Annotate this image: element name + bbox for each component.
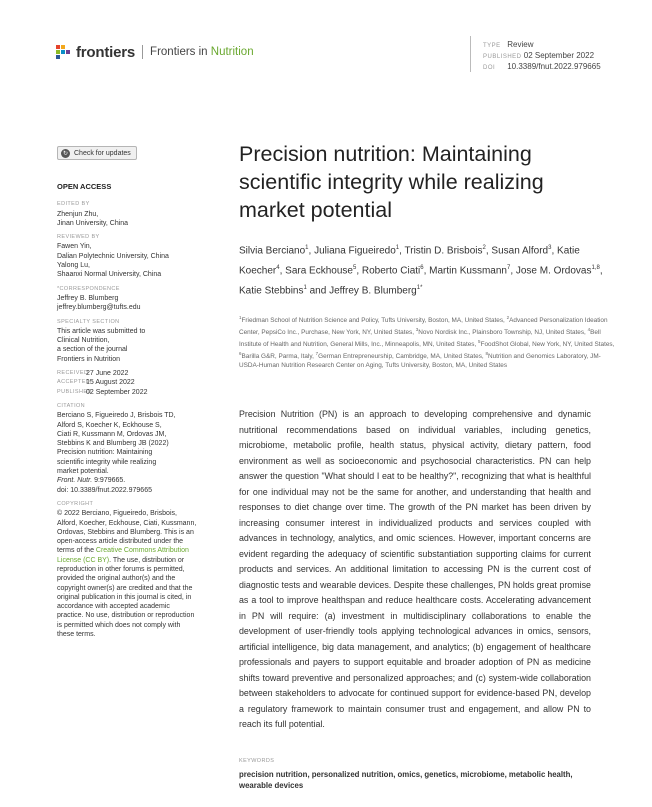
journal-accent: Nutrition [210, 46, 254, 58]
published-label: PUBLISHED [57, 388, 92, 395]
published-value: 02 September 2022 [523, 51, 595, 60]
reviewer-name: Fawen Yin, [57, 243, 92, 251]
citation-journal: Front. Nutr. [57, 477, 93, 485]
abstract-text: Precision Nutrition (PN) is an approach to developing comprehensive and dynamic nutritional recommendations based on individual variables, including genetics, microbiome, metabolic profile, health status, physical activity, dietary pattern, food environment as well as socioeconomic and psychosocial characteristics. PN can help answer the question "What should I eat to be healthy?", recognizing that what is healthful for one individual may not be the same for another, and understanding that health and responses to diet change over time. The growth of the PN market has been driven by increasing consumer interest in individualized products and services coupled with advances in technology, analytics, and omic sciences. However, important concerns are evident regarding the adequacy of scientific substantiation supporting claims for current products and services. An additional limitation to accessing PN is the current cost of diagnostic tests and wearable devices. Despite these challenges, PN holds great promise as a tool to improve healthspan and reduce healthcare costs. Accelerating advancement in PN will require: (a) investment in multidisciplinary collaborations to enable the development of user-friendly tools applying technological advances in omics, sensors, artificial intelligence, big data management, and analytics; (b) engagement of healthcare professionals and payers to support equitable and broader adoption of PN as medicine shifts toward preventive and personalized approaches; and (c) system-wide collaboration between stakeholders to advocate for continued support for evidence-based PN, develop a regulatory framework to maintain consumer trust and engagement, and allow PN to reach its full potential. [239, 409, 591, 729]
specialty-line: a section of the journal [57, 346, 128, 354]
correspondence-label: *CORRESPONDENCE [57, 285, 120, 292]
affiliation-text: German Entrepreneurship, Cambridge, MA, United States, [318, 352, 486, 360]
edited-by-label: EDITED BY [57, 201, 90, 208]
citation-line: Berciano S, Figueiredo J, Brisbois TD, [57, 412, 176, 420]
received-row [57, 369, 197, 378]
copyright-body [57, 509, 197, 639]
check-for-updates-button[interactable] [57, 146, 137, 160]
reviewed-by-section [57, 233, 197, 279]
author-name[interactable]: Silvia Berciano [239, 245, 306, 257]
author-affiliation-number: 4 [276, 264, 280, 271]
correspondence-section [57, 285, 197, 313]
author-affiliation-number: 5 [352, 264, 357, 271]
logo-square [56, 50, 60, 54]
accepted-label: ACCEPTED [57, 379, 91, 386]
citation-volume: 9:979665. [92, 477, 126, 485]
reviewed-by-label: REVIEWED BY [57, 234, 100, 241]
logo-square [61, 45, 65, 49]
type-label: TYPE [483, 43, 501, 49]
journal-name[interactable] [150, 46, 254, 58]
author-affiliation-number: 1 [395, 245, 400, 251]
journal-prefix: Frontiers in [150, 46, 211, 58]
published-label: PUBLISHED [483, 54, 522, 60]
license-link[interactable]: Creative Commons Attribution License (CC BY) [57, 547, 189, 564]
type-value: Review [507, 40, 534, 49]
refresh-icon: ↻ [62, 150, 69, 157]
open-access-label: OPEN ACCESS [57, 182, 112, 191]
edited-by-section [57, 200, 197, 228]
reviewer-affiliation: Dalian Polytechnic University, China [57, 252, 169, 260]
dates-section [57, 369, 197, 397]
author-affiliation-number: 1,8 [591, 264, 600, 271]
brand-name: frontiers [76, 43, 136, 61]
affiliation-number: 2 [506, 315, 510, 320]
accepted-row [57, 378, 197, 387]
affiliations [239, 314, 619, 370]
affiliation-text: Novo Nordisk Inc., Plainsboro Township, NJ, United States, [418, 329, 588, 337]
citation-line: market potential. [57, 468, 109, 476]
affiliation-number: 5 [478, 338, 481, 344]
citation-label: CITATION [57, 402, 86, 409]
correspondence-name: Jeffrey B. Blumberg [57, 294, 119, 302]
author-name[interactable]: Tristin D. Brisbois [404, 245, 483, 257]
doi-label: DOI [483, 65, 496, 71]
citation-doi[interactable]: doi: 10.3389/fnut.2022.979665 [57, 486, 152, 494]
reviewer-affiliation: Shaanxi Normal University, China [57, 271, 162, 279]
specialty-label: SPECIALTY SECTION [57, 318, 120, 325]
logo-square [56, 45, 60, 49]
author-name[interactable]: Juliana Figueiredo [314, 245, 396, 257]
citation-section [57, 402, 197, 495]
editor-affiliation: Jinan University, China [57, 219, 129, 227]
published-date: 02 September 2022 [86, 388, 148, 396]
affiliation-number: 1 [239, 315, 242, 320]
specialty-line: Clinical Nutrition, [57, 337, 110, 345]
keywords-label: KEYWORDS [239, 758, 275, 764]
affiliation-text: Advanced Personalization Ideation Center, PepsiCo Inc., Purchase, New York, NY, United States, [239, 317, 608, 337]
specialty-section [57, 318, 197, 364]
affiliation-text: Barilla G&R, Parma, Italy, [241, 352, 316, 360]
copyright-label: COPYRIGHT [57, 500, 94, 507]
copyright-text-2: . The use, distribution or reproduction in other forums is permitted, provided the original author(s) and the copyright owner(s) are credited and that the original publication in this journal is cited, in accordance with accepted academic practice. No use, distribution or reproduction is permitted which does not comply with these terms. [57, 556, 195, 639]
author-name[interactable]: Martin Kussmann [429, 265, 507, 277]
author-affiliation-number: 3 [548, 245, 552, 251]
specialty-line: Frontiers in Nutrition [57, 355, 121, 363]
author-affiliation-number: 1 [303, 284, 307, 291]
citation-line: Stebbins K and Blumberg JB (2022) [57, 440, 169, 448]
author-name[interactable]: Jose M. Ordovas [515, 265, 592, 277]
affiliation-number: 3 [415, 326, 419, 332]
received-date: 27 June 2022 [86, 370, 129, 378]
affiliation-text: FoodShot Global, New York, NY, United States, [480, 340, 615, 348]
article-title: Precision nutrition: Maintaining scientific integrity while realizing market potential [239, 142, 544, 222]
author-affiliation-number: 6 [420, 264, 424, 271]
author-name[interactable]: Susan Alford [491, 245, 549, 257]
affiliation-number: 7 [315, 350, 319, 356]
citation-line: Ciati R, Kussmann M, Ordovas JM, [57, 430, 167, 438]
author-name[interactable]: Katie Stebbins [239, 284, 304, 296]
citation-line: scientific integrity while realizing [57, 458, 157, 466]
citation-journal-line [57, 476, 197, 485]
frontiers-logo-icon [56, 44, 72, 60]
logo-square [66, 50, 70, 54]
copyright-text: © 2022 Berciano, Figueiredo, Brisbois, Alford, Koecher, Eckhouse, Ciati, Kussmann, Ordovas, Stebbins and Blumberg. This is an open-access article distributed under the terms of the [57, 510, 197, 555]
affiliation-number: 4 [587, 326, 591, 332]
article-sidebar [57, 182, 197, 644]
frontiers-logo[interactable] [56, 42, 254, 62]
affiliation-number: 8 [485, 350, 488, 356]
doi-value[interactable]: 10.3389/fnut.2022.979665 [507, 62, 601, 71]
copyright-section [57, 500, 197, 639]
affiliation-text: Bell Institute of Health and Nutrition, General Mills, Inc., Minneapolis, MN, United States, [239, 329, 601, 348]
specialty-line: This article was submitted to [57, 327, 146, 335]
correspondence-email[interactable]: jeffrey.blumberg@tufts.edu [57, 304, 141, 312]
author-affiliation-number: 7 [506, 264, 511, 271]
author-name[interactable]: Katie Koecher [239, 245, 580, 277]
logo-square [61, 50, 65, 54]
affiliation-text: Friedman School of Nutrition Science and Policy, Tufts University, Boston, MA, United States, [241, 317, 507, 325]
affiliation-number: 6 [239, 350, 242, 356]
keywords-list: precision nutrition, personalized nutrition, omics, genetics, microbiome, metabolic health, wearable devices [239, 770, 573, 790]
author-affiliation-number: 2 [482, 245, 486, 251]
received-label: RECEIVED [57, 370, 89, 377]
author-list: Silvia Berciano$^1$, Juliana Figueiredo$^1$, Tristin D. Brisbois$^2$, Susan Alford$^3$, Katie Koecher$^4$, Sara Eckhouse$^5$, Roberto Ciati$^6$, Martin Kussmann$^7$, Jose M. Ordovas$^{1,8}$, Katie Stebbins$^1$ and Jeffrey B. Blumberg$^{1*}$ [239, 245, 603, 296]
citation-line: Alford S, Koecher K, Eckhouse S, [57, 421, 162, 429]
logo-divider [142, 45, 143, 59]
check-for-updates-label: Check for updates [74, 149, 131, 157]
article-meta [483, 40, 601, 73]
affiliation-text: Nutrition and Genomics Laboratory, JM-USDA-Human Nutrition Research Center on Aging, Tufts University, Boston, MA, United States [239, 352, 601, 369]
reviewer-name: Yalong Lu, [57, 262, 90, 270]
author-name[interactable]: Sara Eckhouse [285, 265, 353, 277]
author-affiliation-number: 1 [305, 245, 309, 251]
citation-line: Precision nutrition: Maintaining [57, 449, 153, 457]
editor-name: Zhenjun Zhu, [57, 210, 99, 218]
accepted-date: 15 August 2022 [86, 379, 135, 387]
logo-square [56, 55, 60, 59]
author-affiliation-number: 1* [416, 284, 423, 291]
published-row [57, 388, 197, 397]
meta-divider [470, 36, 471, 72]
author-name[interactable]: Jeffrey B. Blumberg [329, 284, 417, 296]
author-name[interactable]: Roberto Ciati [361, 265, 421, 277]
